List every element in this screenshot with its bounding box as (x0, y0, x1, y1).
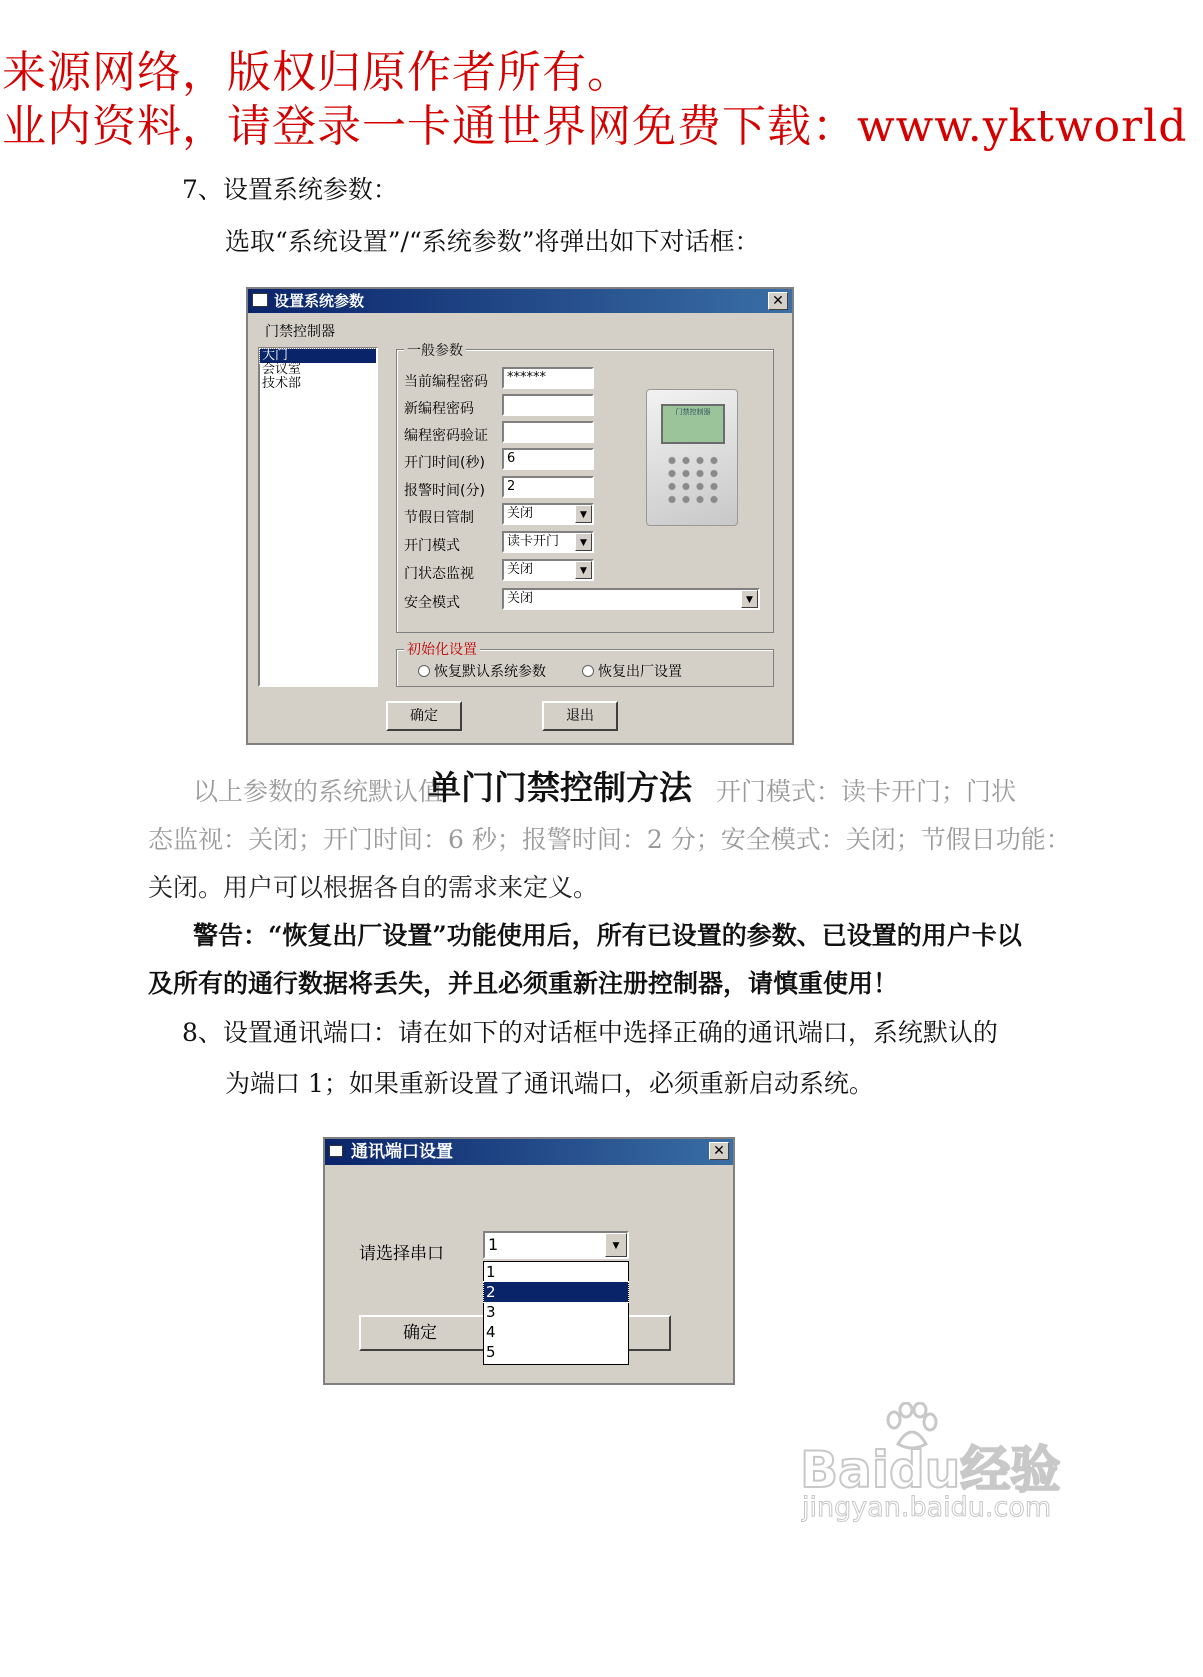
controller-label: 门禁控制器 (265, 324, 335, 340)
field-label: 开门时间(秒) (404, 455, 485, 471)
defaults-text-line2: 态监视：关闭；开门时间：6 秒；报警时间：2 分；安全模式：关闭；节假日功能： (148, 825, 1071, 854)
baidu-logo: Baidu经验 (800, 1441, 1061, 1499)
select-label: 开门模式 (404, 538, 460, 554)
select-value: 1 (488, 1235, 499, 1254)
download-notice: 业内资料，请登录一卡通世界网免费下载：www.yktworld (2, 101, 1188, 152)
section8-line1: 8、设置通讯端口：请在如下的对话框中选择正确的通讯端口，系统默认的 (182, 1018, 998, 1047)
system-params-dialog (246, 287, 794, 745)
alarm-time-input[interactable]: 2 (502, 476, 594, 498)
controller-item[interactable]: 技术部 (262, 376, 302, 391)
defaults-text-line1-right: 开门模式：读卡开门；门状 (716, 777, 1017, 806)
chevron-down-icon[interactable]: ▼ (605, 1233, 627, 1257)
dialog-title: 设置系统参数 (274, 292, 365, 310)
port-option[interactable]: 5 (486, 1343, 496, 1361)
verify-password-input[interactable] (502, 421, 594, 443)
open-mode-select[interactable] (502, 531, 594, 553)
keypad-icon (665, 454, 721, 506)
dialog-titlebar (248, 289, 792, 313)
select-label: 节假日管制 (404, 510, 474, 526)
controller-item[interactable]: 大门 (260, 349, 376, 363)
holiday-control-select[interactable] (502, 503, 594, 525)
chevron-down-icon[interactable]: ▼ (575, 533, 592, 551)
defaults-text-line3: 关闭。用户可以根据各自的需求来定义。 (148, 873, 599, 902)
security-mode-select[interactable] (502, 588, 760, 610)
radio-label: 恢复出厂设置 (598, 664, 682, 680)
app-icon (329, 1145, 343, 1157)
port-option[interactable]: 4 (486, 1323, 496, 1341)
field-label: 报警时间(分) (404, 483, 485, 499)
close-icon[interactable]: ✕ (709, 1142, 729, 1160)
section7-intro: 选取“系统设置”/“系统参数”将弹出如下对话框： (225, 227, 760, 256)
port-option[interactable]: 2 (484, 1282, 628, 1302)
warning-line2: 及所有的通行数据将丢失，并且必须重新注册控制器，请慎重使用！ (148, 969, 899, 998)
ok-button[interactable]: 确定 (359, 1315, 671, 1351)
factory-reset-radio[interactable] (582, 665, 594, 677)
select-value: 关闭 (507, 506, 534, 521)
door-monitor-select[interactable] (502, 559, 594, 581)
comm-port-dialog (323, 1137, 735, 1385)
section7-title: 7、设置系统参数： (182, 175, 398, 204)
select-value: 读卡开门 (507, 534, 560, 549)
app-icon (252, 293, 268, 307)
port-select[interactable] (483, 1231, 629, 1259)
chevron-down-icon[interactable]: ▼ (575, 505, 592, 523)
select-label: 安全模式 (404, 595, 460, 611)
baidu-url: jingyan.baidu.com (802, 1492, 1052, 1523)
chevron-down-icon[interactable]: ▼ (741, 590, 758, 608)
warning-line1: 警告：“恢复出厂设置”功能使用后，所有已设置的参数、已设置的用户卡以 (193, 921, 1022, 950)
field-label: 编程密码验证 (404, 428, 488, 444)
port-dropdown-list[interactable] (483, 1261, 629, 1365)
field-label: 当前编程密码 (404, 374, 488, 390)
controller-item[interactable]: 会议室 (262, 362, 302, 377)
ok-button[interactable]: 确定 (386, 701, 462, 731)
restore-defaults-radio[interactable] (418, 665, 430, 677)
port-option[interactable]: 1 (486, 1263, 496, 1281)
select-value: 关闭 (507, 591, 534, 606)
exit-button[interactable]: 退出 (542, 701, 618, 731)
section8-line2: 为端口 1；如果重新设置了通讯端口，必须重新启动系统。 (225, 1069, 874, 1098)
close-icon[interactable]: ✕ (768, 292, 788, 310)
dialog-titlebar (325, 1139, 733, 1165)
init-settings-title: 初始化设置 (404, 639, 480, 659)
dialog-title: 通讯端口设置 (351, 1142, 453, 1162)
current-password-input[interactable]: ****** (502, 367, 594, 389)
new-password-input[interactable] (502, 394, 594, 416)
radio-label: 恢复默认系统参数 (434, 664, 546, 680)
controller-list[interactable] (258, 347, 378, 687)
copyright-notice: 来源网络，版权归原作者所有。 (2, 47, 632, 98)
select-label: 门状态监视 (404, 566, 474, 582)
general-params-title: 一般参数 (404, 340, 466, 360)
chevron-down-icon[interactable]: ▼ (575, 561, 592, 579)
controller-device-image (646, 389, 738, 526)
overlay-title: 单门门禁控制方法 (428, 768, 692, 807)
defaults-text-line1-left: 以上参数的系统默认值 (193, 777, 444, 806)
select-value: 关闭 (507, 562, 534, 577)
device-lcd: 门禁控制器 (661, 404, 725, 444)
port-label: 请选择串口 (359, 1244, 444, 1264)
port-option[interactable]: 3 (486, 1303, 496, 1321)
open-time-input[interactable]: 6 (502, 448, 594, 470)
field-label: 新编程密码 (404, 401, 474, 417)
